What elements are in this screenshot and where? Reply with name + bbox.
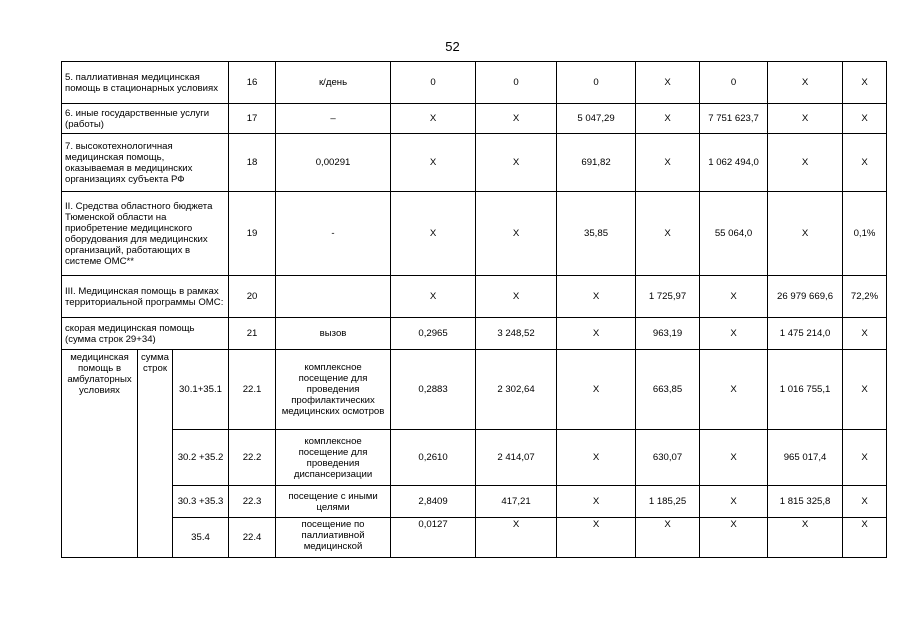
value-cell: 417,21 <box>476 486 557 518</box>
row-name: II. Средства областного бюджета Тюменской области на приобретение медицинского оборудования для медицинских организаций, работающих в системе ОМС** <box>62 192 229 276</box>
value-cell: 1 475 214,0 <box>768 318 843 350</box>
value-cell: 3 248,52 <box>476 318 557 350</box>
unit-cell: комплексное посещение для проведения профилактических медицинских осмотров <box>276 350 391 430</box>
value-cell: 0 <box>391 62 476 104</box>
table-row <box>62 430 887 486</box>
unit-cell: посещение по паллиативной медицинской <box>276 518 391 558</box>
table-row <box>62 134 887 192</box>
value-cell: 0,2610 <box>391 430 476 486</box>
row-name: 6. иные государственные услуги (работы) <box>62 104 229 134</box>
table-row <box>62 486 887 518</box>
unit-cell <box>276 276 391 318</box>
value-cell: 72,2% <box>843 276 887 318</box>
value-cell: X <box>476 104 557 134</box>
unit-cell: 0,00291 <box>276 134 391 192</box>
row-number: 22.3 <box>229 486 276 518</box>
value-cell: X <box>700 430 768 486</box>
page-number: 52 <box>445 39 460 54</box>
value-cell: 0,2883 <box>391 350 476 430</box>
value-cell: 26 979 669,6 <box>768 276 843 318</box>
lines-sum-label: сумма строк <box>138 350 173 558</box>
unit-cell: комплексное посещение для проведения диспансеризации <box>276 430 391 486</box>
value-cell: X <box>700 350 768 430</box>
table-row <box>62 518 887 558</box>
value-cell: X <box>843 104 887 134</box>
unit-cell: вызов <box>276 318 391 350</box>
value-cell: 1 185,25 <box>636 486 700 518</box>
value-cell: X <box>768 192 843 276</box>
value-cell: 0,0127 <box>391 518 476 558</box>
row-number: 16 <box>229 62 276 104</box>
program-funding-table <box>61 61 887 558</box>
value-cell: X <box>700 518 768 558</box>
value-cell: 1 725,97 <box>636 276 700 318</box>
value-cell: 0 <box>700 62 768 104</box>
value-cell: X <box>476 276 557 318</box>
value-cell: X <box>843 318 887 350</box>
row-number: 17 <box>229 104 276 134</box>
row-number: 22.4 <box>229 518 276 558</box>
value-cell: 963,19 <box>636 318 700 350</box>
value-cell: X <box>768 518 843 558</box>
value-cell: X <box>391 276 476 318</box>
value-cell: X <box>636 192 700 276</box>
row-number: 19 <box>229 192 276 276</box>
value-cell: X <box>557 318 636 350</box>
value-cell: 1 062 494,0 <box>700 134 768 192</box>
value-cell: 2 414,07 <box>476 430 557 486</box>
value-cell: 2,8409 <box>391 486 476 518</box>
value-cell: X <box>843 350 887 430</box>
value-cell: 630,07 <box>636 430 700 486</box>
row-number: 21 <box>229 318 276 350</box>
value-cell: X <box>476 518 557 558</box>
value-cell: 0,2965 <box>391 318 476 350</box>
value-cell: 691,82 <box>557 134 636 192</box>
value-cell: 0 <box>476 62 557 104</box>
source-lines-cell: 35.4 <box>173 518 229 558</box>
unit-cell: - <box>276 192 391 276</box>
value-cell: 2 302,64 <box>476 350 557 430</box>
row-number: 22.2 <box>229 430 276 486</box>
value-cell: X <box>636 62 700 104</box>
value-cell: X <box>768 134 843 192</box>
source-lines-cell: 30.3 +35.3 <box>173 486 229 518</box>
value-cell: X <box>391 192 476 276</box>
table-row <box>62 318 887 350</box>
value-cell: 5 047,29 <box>557 104 636 134</box>
value-cell: X <box>557 276 636 318</box>
value-cell: X <box>768 104 843 134</box>
unit-cell: к/день <box>276 62 391 104</box>
value-cell: X <box>557 518 636 558</box>
row-name: 7. высокотехнологичная медицинская помощь, оказываемая в медицинских организациях субъекта РФ <box>62 134 229 192</box>
value-cell: X <box>700 318 768 350</box>
row-number: 18 <box>229 134 276 192</box>
value-cell: X <box>557 486 636 518</box>
value-cell: X <box>768 62 843 104</box>
value-cell: 663,85 <box>636 350 700 430</box>
table-row <box>62 276 887 318</box>
value-cell: X <box>843 486 887 518</box>
value-cell: X <box>843 430 887 486</box>
row-name: III. Медицинская помощь в рамках территориальной программы ОМС: <box>62 276 229 318</box>
value-cell: 55 064,0 <box>700 192 768 276</box>
value-cell: 965 017,4 <box>768 430 843 486</box>
row-number: 22.1 <box>229 350 276 430</box>
value-cell: 35,85 <box>557 192 636 276</box>
value-cell: X <box>636 518 700 558</box>
value-cell: X <box>476 134 557 192</box>
row-name: 5. паллиативная медицинская помощь в стационарных условиях <box>62 62 229 104</box>
value-cell: X <box>843 62 887 104</box>
value-cell: 7 751 623,7 <box>700 104 768 134</box>
table-row <box>62 104 887 134</box>
value-cell: X <box>557 350 636 430</box>
value-cell: 0,1% <box>843 192 887 276</box>
unit-cell: – <box>276 104 391 134</box>
value-cell: X <box>476 192 557 276</box>
value-cell: 1 016 755,1 <box>768 350 843 430</box>
table-row <box>62 62 887 104</box>
unit-cell: посещение с иными целями <box>276 486 391 518</box>
value-cell: X <box>391 134 476 192</box>
value-cell: X <box>391 104 476 134</box>
value-cell: X <box>700 276 768 318</box>
value-cell: X <box>636 104 700 134</box>
value-cell: X <box>843 134 887 192</box>
value-cell: X <box>557 430 636 486</box>
row-number: 20 <box>229 276 276 318</box>
ambulatory-care-label: медицинская помощь в амбулаторных условиях <box>62 350 138 558</box>
row-name: скорая медицинская помощь (сумма строк 29+34) <box>62 318 229 350</box>
value-cell: X <box>636 134 700 192</box>
value-cell: 0 <box>557 62 636 104</box>
table-row <box>62 350 887 430</box>
table-row <box>62 192 887 276</box>
value-cell: X <box>843 518 887 558</box>
value-cell: 1 815 325,8 <box>768 486 843 518</box>
value-cell: X <box>700 486 768 518</box>
source-lines-cell: 30.2 +35.2 <box>173 430 229 486</box>
source-lines-cell: 30.1+35.1 <box>173 350 229 430</box>
